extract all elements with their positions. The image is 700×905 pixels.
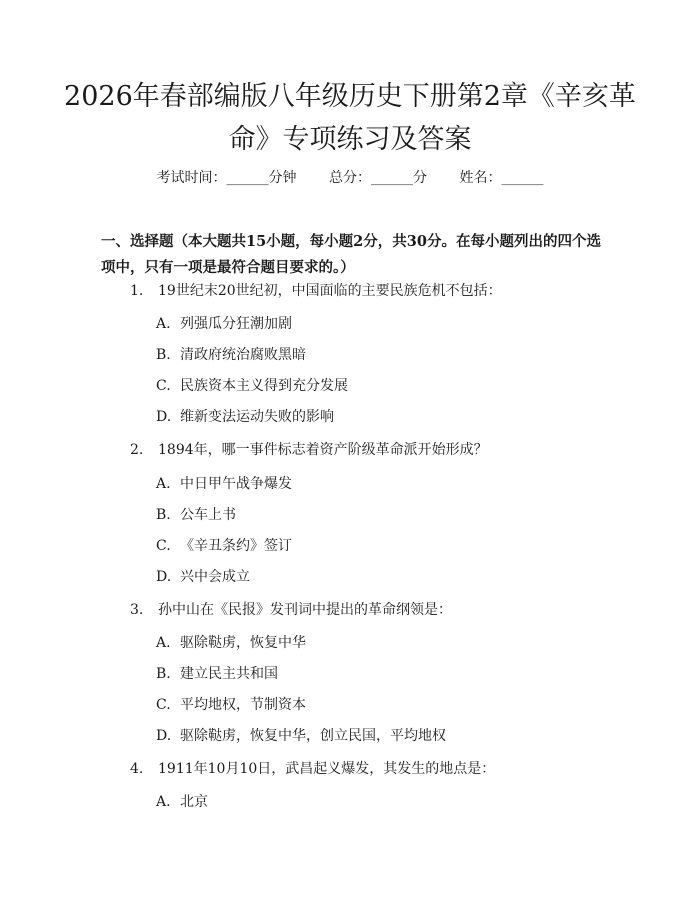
option-text: 建立民主共和国 bbox=[180, 666, 278, 682]
option-item bbox=[156, 726, 446, 746]
option-letter: C. bbox=[156, 378, 171, 394]
option-text: 维新变法运动失败的影响 bbox=[180, 409, 334, 425]
option-letter: C. bbox=[156, 538, 171, 554]
option-text: 《辛丑条约》签订 bbox=[180, 538, 292, 554]
option-text: 驱除鞑虏，恢复中华，创立民国，平均地权 bbox=[180, 728, 446, 744]
option-item bbox=[156, 314, 292, 334]
option-letter: B. bbox=[156, 507, 171, 523]
section-heading: 一、选择题（本大题共15小题，每小题2分，共30分。在每小题列出的四个选项中，只有一项是最符合题目要求的。） bbox=[101, 233, 601, 276]
option-item bbox=[156, 407, 334, 427]
question-text: 1894年，哪一事件标志着资产阶级革命派开始形成？ bbox=[158, 442, 488, 458]
exam-time-field: 考试时间：______分钟 bbox=[156, 170, 297, 186]
option-item bbox=[156, 567, 250, 587]
question-number: 4. bbox=[130, 761, 144, 777]
question-item bbox=[130, 600, 452, 620]
option-letter: D. bbox=[156, 409, 172, 425]
total-score-field: 总分：______分 bbox=[329, 170, 427, 186]
option-letter: B. bbox=[156, 347, 171, 363]
question-number: 2. bbox=[130, 442, 144, 458]
question-item bbox=[130, 440, 488, 460]
question-text: 1911年10月10日，武昌起义爆发，其发生的地点是： bbox=[158, 761, 496, 777]
option-letter: B. bbox=[156, 666, 171, 682]
option-letter: A. bbox=[156, 794, 171, 810]
option-letter: A. bbox=[156, 316, 171, 332]
option-letter: A. bbox=[156, 635, 171, 651]
option-text: 中日甲午战争爆发 bbox=[180, 476, 292, 492]
option-letter: D. bbox=[156, 569, 172, 585]
document-title: 2026年春部编版八年级历史下册第2章《辛亥革命》专项练习及答案 bbox=[64, 81, 636, 155]
option-letter: C. bbox=[156, 697, 171, 713]
question-number: 3. bbox=[130, 602, 144, 618]
option-item bbox=[156, 536, 292, 556]
option-letter: D. bbox=[156, 728, 172, 744]
option-letter: A. bbox=[156, 476, 171, 492]
question-text: 19世纪末20世纪初，中国面临的主要民族危机不包括： bbox=[158, 283, 502, 299]
option-item bbox=[156, 376, 348, 396]
option-item bbox=[156, 505, 236, 525]
option-item bbox=[156, 345, 306, 365]
student-name-field: 姓名：______ bbox=[459, 170, 544, 186]
option-text: 列强瓜分狂潮加剧 bbox=[180, 316, 292, 332]
option-item bbox=[156, 474, 292, 494]
option-item bbox=[156, 664, 278, 684]
question-item bbox=[130, 759, 495, 779]
option-text: 公车上书 bbox=[180, 507, 236, 523]
option-text: 北京 bbox=[180, 794, 208, 810]
option-text: 民族资本主义得到充分发展 bbox=[180, 378, 348, 394]
option-text: 驱除鞑虏，恢复中华 bbox=[180, 635, 306, 651]
option-text: 清政府统治腐败黑暗 bbox=[180, 347, 306, 363]
option-text: 兴中会成立 bbox=[180, 569, 250, 585]
question-item bbox=[130, 281, 502, 301]
option-item bbox=[156, 792, 208, 812]
question-text: 孙中山在《民报》发刊词中提出的革命纲领是： bbox=[158, 602, 452, 618]
option-item bbox=[156, 633, 306, 653]
option-item bbox=[156, 695, 306, 715]
option-text: 平均地权，节制资本 bbox=[180, 697, 306, 713]
question-number: 1. bbox=[130, 283, 144, 299]
